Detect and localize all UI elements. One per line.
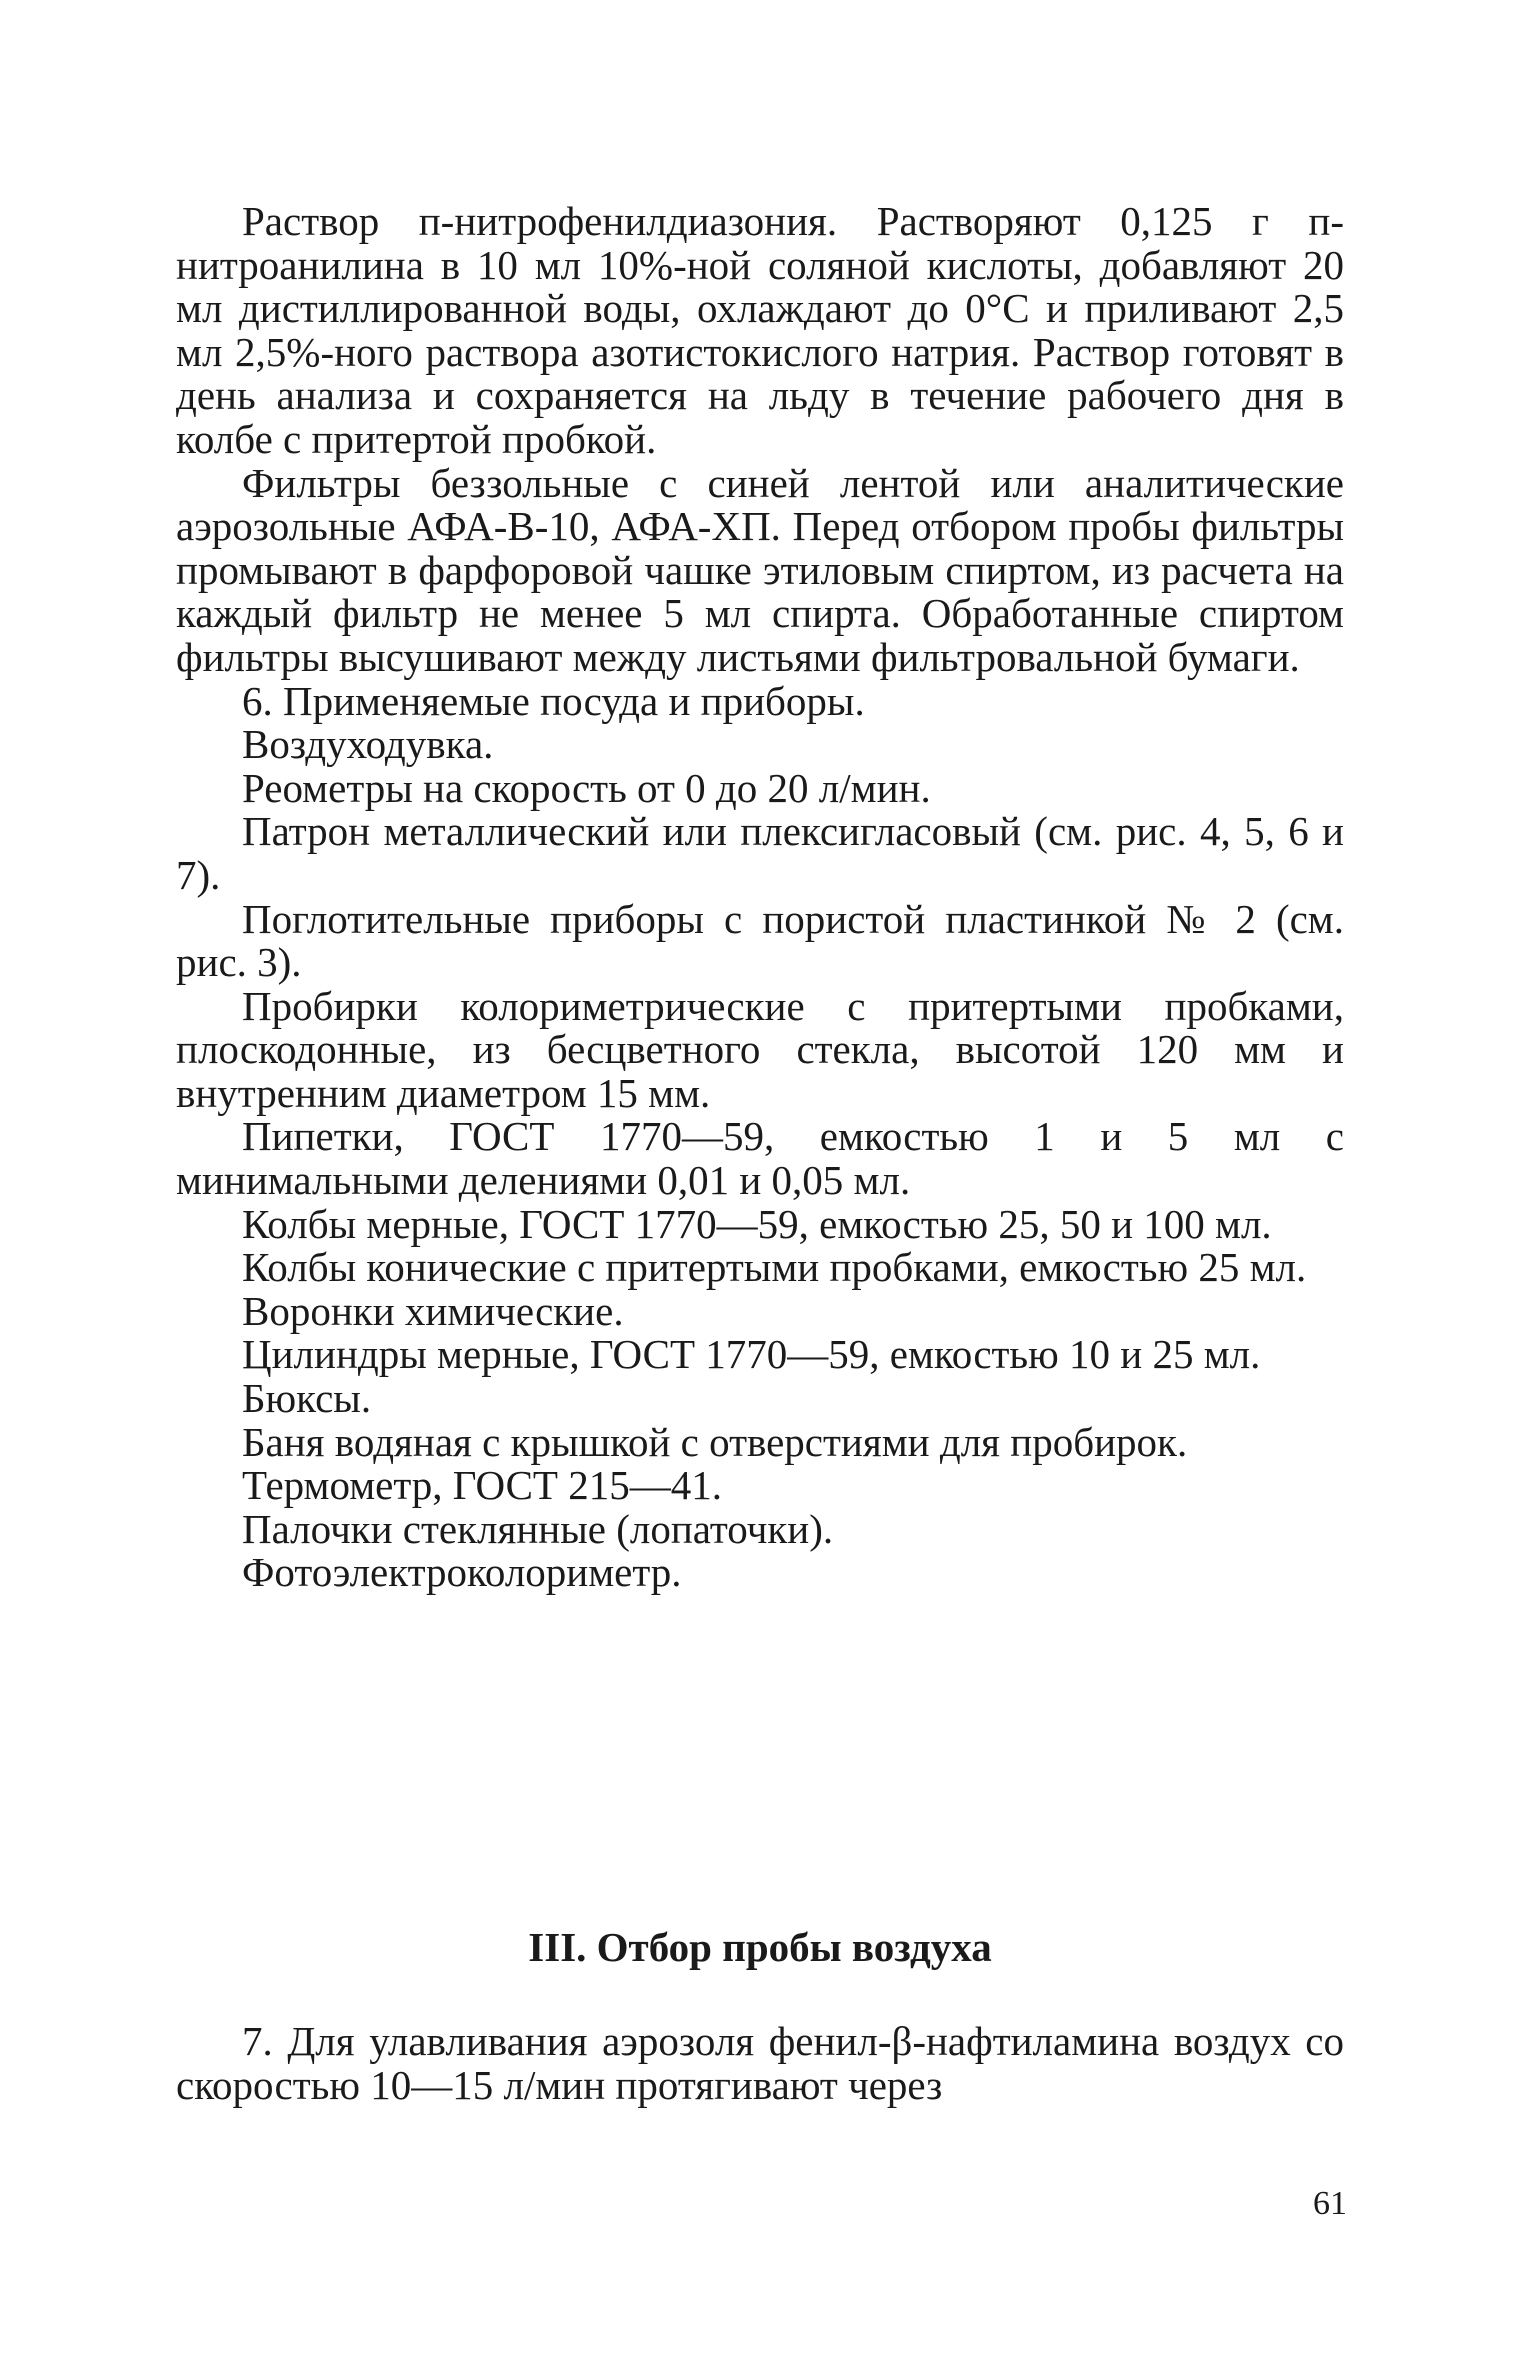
list-item-cartridge: Патрон металлический или плексигласовый (см. рис. 4, 5, 6 и 7). (176, 808, 1344, 898)
list-item-rheometers: Реометры на скорость от 0 до 20 л/мин. (242, 764, 931, 811)
main-text-block (176, 200, 1344, 1595)
list-item-absorbers: Поглотительные приборы с пористой пластинкой № 2 (см. рис. 3). (176, 895, 1344, 986)
paragraph-filters: Фильтры беззольные с синей лентой или аналитические аэрозольные АФА-В-10, АФА-ХП. Перед отбором пробы фильтры промывают в фарфоровой чашке этиловым спиртом, из расчета на каждый фильтр не менее 5 мл спирта. Обработанные спиртом фильтры высушивают между листьями фильтровальной бумаги. (176, 459, 1344, 680)
list-item-cylinders: Цилиндры мерные, ГОСТ 1770—59, емкостью 10 и 25 мл. (242, 1331, 1261, 1378)
paragraph-air-sampling: 7. Для улавливания аэрозоля фенил-β-нафтиламина воздух со скоростью 10—15 л/мин протягивают через (176, 2018, 1344, 2108)
list-item-weighing-bottles: Бюксы. (242, 1375, 372, 1422)
list-item-pipettes: Пипетки, ГОСТ 1770—59, емкостью 1 и 5 мл с минимальными делениями 0,01 и 0,05 мл. (176, 1113, 1344, 1204)
list-item-test-tubes: Пробирки колориметрические с притертыми пробками, плоскодонные, из бесцветного стекла, высотой 120 мм и внутренним диаметром 15 мм. (176, 982, 1344, 1116)
list-item-thermometer: Термометр, ГОСТ 215—41. (242, 1462, 722, 1509)
page-number: 61 (1313, 2185, 1347, 2222)
section-heading: III. Отбор пробы воздуха (528, 1924, 992, 1970)
list-item-funnels: Воронки химические. (242, 1287, 624, 1334)
list-item-photocolorimeter: Фотоэлектроколориметр. (242, 1549, 682, 1596)
list-item-volumetric-flasks: Колбы мерные, ГОСТ 1770—59, емкостью 25, 50 и 100 мл. (242, 1200, 1272, 1247)
paragraph-section-6-title: 6. Применяемые посуда и приборы. (242, 677, 865, 724)
paragraph-nitrophenyldiazonium-solution: Раствор п-нитрофенилдиазония. Растворяют 0,125 г п-нитроанилина в 10 мл 10%-ной соляной кислоты, добавляют 20 мл дистиллированной воды, охлаждают до 0°С и приливают 2,5 мл 2,5%-ного раствора азотистокислого натрия. Раствор готовят в день анализа и сохраняется на льду в течение рабочего дня в колбе с притертой пробкой. (176, 198, 1344, 462)
section-text-block (176, 2020, 1344, 2107)
list-item-water-bath: Баня водяная с крышкой с отверстиями для пробирок. (242, 1418, 1188, 1465)
list-item-glass-rods: Палочки стеклянные (лопаточки). (242, 1505, 834, 1552)
list-item-blower: Воздуходувка. (242, 721, 494, 768)
list-item-conical-flasks: Колбы конические с притертыми пробками, емкостью 25 мл. (242, 1244, 1307, 1291)
